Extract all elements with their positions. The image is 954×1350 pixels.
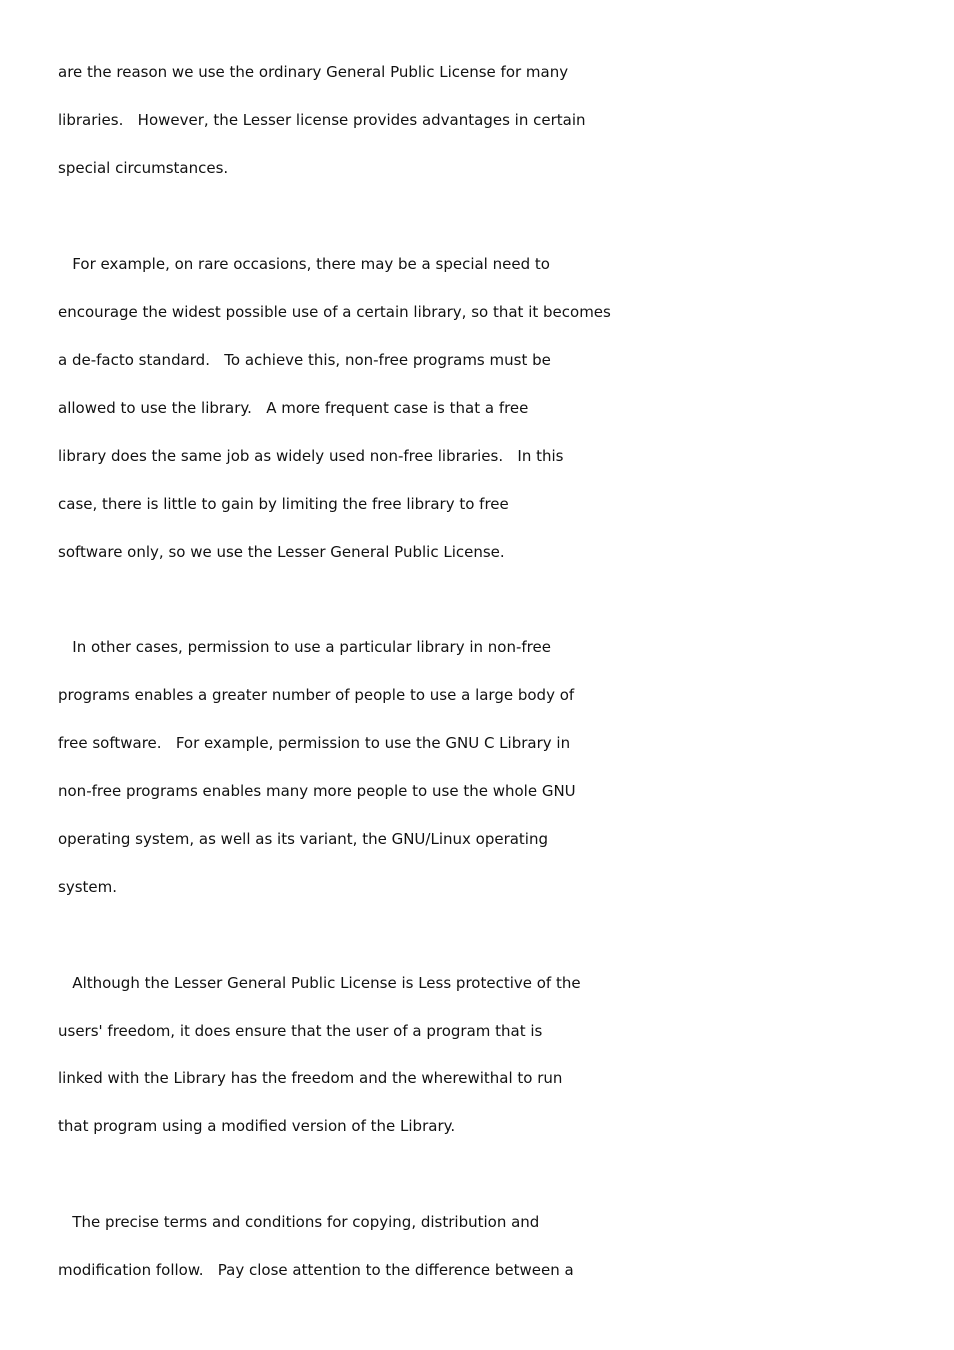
text-line: that program using a modified version of the Library.: [58, 1117, 456, 1135]
text-line: a de-facto standard. To achieve this, non-free programs must be: [58, 351, 551, 369]
text-line: The precise terms and conditions for copying, distribution and: [58, 1213, 540, 1231]
text-line: libraries. However, the Lesser license provides advantages in certain: [58, 111, 586, 129]
text-line: programs enables a greater number of people to use a large body of: [58, 686, 575, 704]
text-line: software only, so we use the Lesser General Public License.: [58, 543, 505, 561]
text-line: linked with the Library has the freedom and the wherewithal to run: [58, 1069, 563, 1087]
text-line: case, there is little to gain by limiting the free library to free: [58, 495, 509, 513]
text-line: In other cases, permission to use a particular library in non-free: [58, 638, 551, 656]
text-line: free software. For example, permission to use the GNU C Library in: [58, 734, 571, 752]
text-line: For example, on rare occasions, there may be a special need to: [58, 255, 550, 273]
text-line: non-free programs enables many more people to use the whole GNU: [58, 782, 576, 800]
text-line: users' freedom, it does ensure that the user of a program that is: [58, 1022, 543, 1040]
text-line: special circumstances.: [58, 159, 229, 177]
text-line: encourage the widest possible use of a certain library, so that it becomes: [58, 303, 611, 321]
text-line: are the reason we use the ordinary General Public License for many: [58, 63, 569, 81]
text-line: modification follow. Pay close attention to the difference between a: [58, 1261, 574, 1279]
text-line: Although the Lesser General Public License is Less protective of the: [58, 974, 581, 992]
text-line: allowed to use the library. A more frequent case is that a free: [58, 399, 529, 417]
text-line: library does the same job as widely used non-free libraries. In this: [58, 447, 564, 465]
text-line: operating system, as well as its variant, the GNU/Linux operating: [58, 830, 549, 848]
text-line: system.: [58, 878, 117, 896]
